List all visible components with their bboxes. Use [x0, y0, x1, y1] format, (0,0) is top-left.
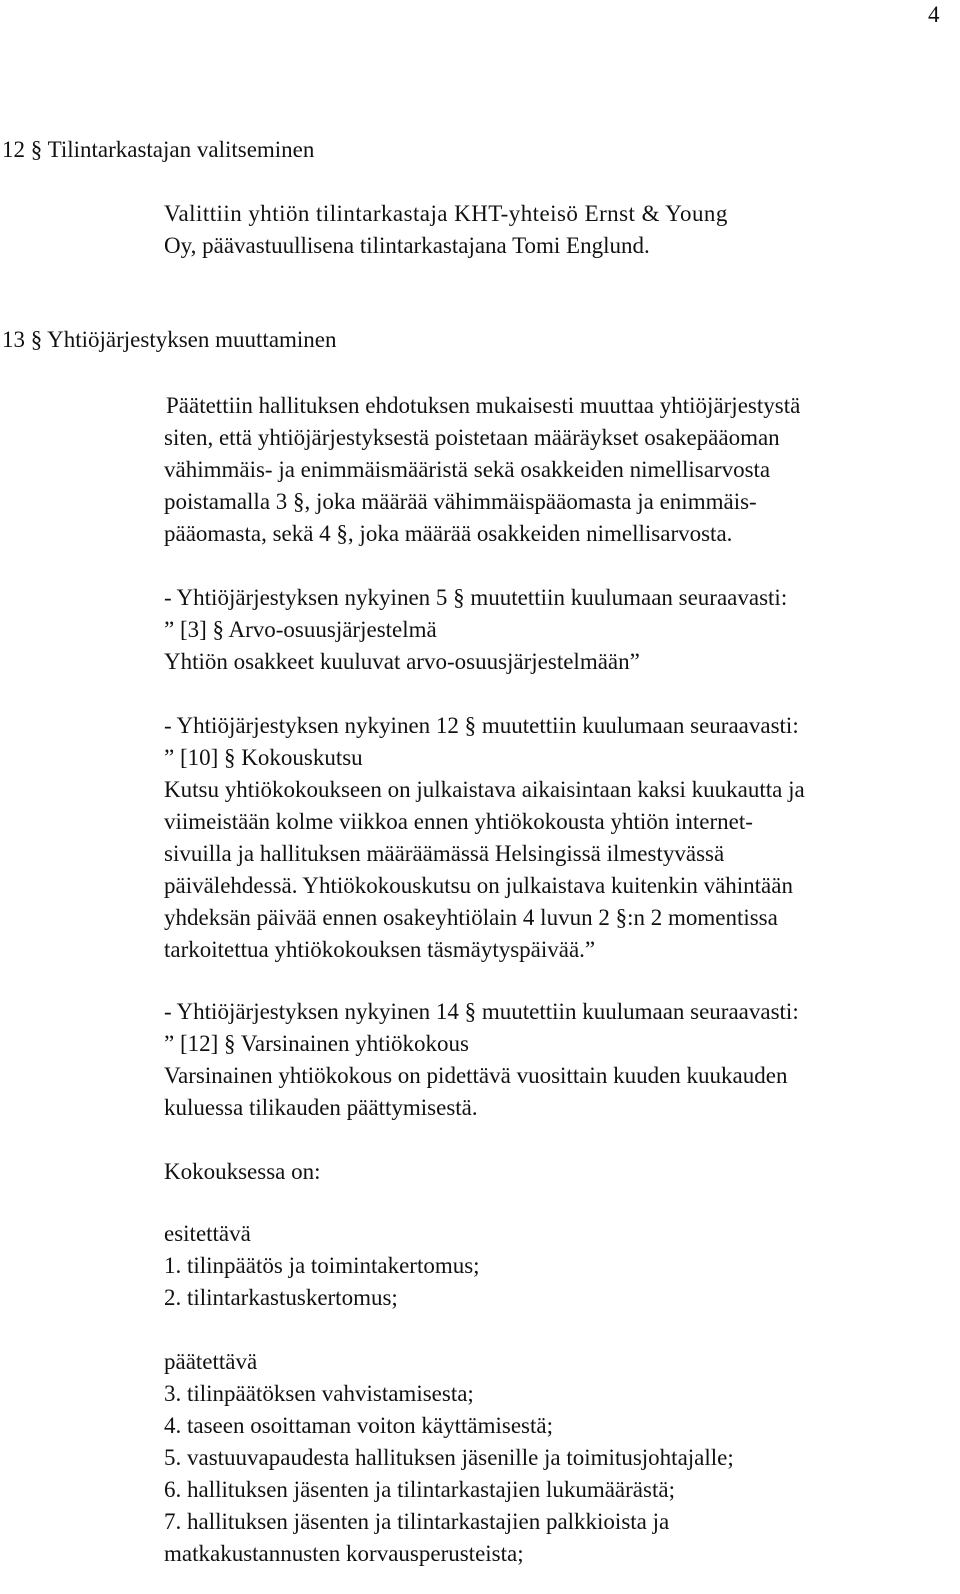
- change-12-line-6: päivälehdessä. Yhtiökokouskutsu on julkaistava kuitenkin vähintään: [164, 873, 793, 898]
- decided-item: 6. hallituksen jäsenten ja tilintarkastajien lukumäärästä;: [164, 1477, 675, 1502]
- change-12-line-3: Kutsu yhtiökokoukseen on julkaistava aikaisintaan kaksi kuukautta ja: [164, 777, 805, 802]
- change-12-line-1: - Yhtiöjärjestyksen nykyinen 12 § muutettiin kuulumaan seuraavasti:: [164, 713, 799, 738]
- intro-line-5: pääomasta, sekä 4 §, joka määrää osakkeiden nimellisarvosta.: [164, 521, 733, 546]
- presented-label: esitettävä: [164, 1221, 251, 1246]
- decided-label: päätettävä: [164, 1349, 258, 1374]
- change-14-line-2: ” [12] § Varsinainen yhtiökokous: [164, 1031, 469, 1056]
- change-12-line-2: ” [10] § Kokouskutsu: [164, 745, 363, 770]
- decided-item: 5. vastuuvapaudesta hallituksen jäsenille ja toimitusjohtajalle;: [164, 1445, 734, 1470]
- intro-line-2: siten, että yhtiöjärjestyksestä poistetaan määräykset osakepääoman: [164, 425, 780, 450]
- section-12-line-2: Oy, päävastuullisena tilintarkastajana Tomi Englund.: [164, 233, 650, 258]
- intro-line-3: vähimmäis- ja enimmäismääristä sekä osakkeiden nimellisarvosta: [164, 457, 771, 482]
- decided-item: 3. tilinpäätöksen vahvistamisesta;: [164, 1381, 474, 1406]
- meeting-heading: Kokouksessa on:: [164, 1159, 321, 1184]
- page-number: 4: [928, 2, 940, 27]
- change-12-line-7: yhdeksän päivää ennen osakeyhtiölain 4 luvun 2 §:n 2 momentissa: [164, 905, 778, 930]
- decided-item: 4. taseen osoittaman voiton käyttämisestä;: [164, 1413, 554, 1438]
- change-12-line-8: tarkoitettua yhtiökokouksen täsmäytyspäivää.”: [164, 937, 596, 962]
- change-5-line-1: - Yhtiöjärjestyksen nykyinen 5 § muutettiin kuulumaan seuraavasti:: [164, 585, 788, 610]
- presented-item: 1. tilinpäätös ja toimintakertomus;: [164, 1253, 480, 1278]
- change-5-line-2: ” [3] § Arvo-osuusjärjestelmä: [164, 617, 437, 642]
- decided-item: matkakustannusten korvausperusteista;: [164, 1541, 524, 1566]
- change-14-line-4: kuluessa tilikauden päättymisestä.: [164, 1095, 478, 1120]
- section-12-heading: 12 § Tilintarkastajan valitseminen: [2, 137, 315, 162]
- change-12-line-5: sivuilla ja hallituksen määräämässä Helsingissä ilmestyvässä: [164, 841, 725, 866]
- change-14-line-1: - Yhtiöjärjestyksen nykyinen 14 § muutettiin kuulumaan seuraavasti:: [164, 999, 799, 1024]
- intro-line-1: Päätettiin hallituksen ehdotuksen mukaisesti muuttaa yhtiöjärjestystä: [166, 393, 801, 418]
- presented-item: 2. tilintarkastuskertomus;: [164, 1285, 398, 1310]
- decided-item: 7. hallituksen jäsenten ja tilintarkastajien palkkioista ja: [164, 1509, 670, 1534]
- change-14-line-3: Varsinainen yhtiökokous on pidettävä vuosittain kuuden kuukauden: [164, 1063, 788, 1088]
- intro-line-4: poistamalla 3 §, joka määrää vähimmäispääomasta ja enimmäis-: [164, 489, 757, 514]
- section-12-line-1: Valittiin yhtiön tilintarkastaja KHT-yhteisö Ernst & Young: [164, 201, 728, 226]
- change-5-line-3: Yhtiön osakkeet kuuluvat arvo-osuusjärjestelmään”: [164, 649, 640, 674]
- change-12-line-4: viimeistään kolme viikkoa ennen yhtiökokousta yhtiön internet-: [164, 809, 753, 834]
- section-13-heading: 13 § Yhtiöjärjestyksen muuttaminen: [2, 327, 337, 352]
